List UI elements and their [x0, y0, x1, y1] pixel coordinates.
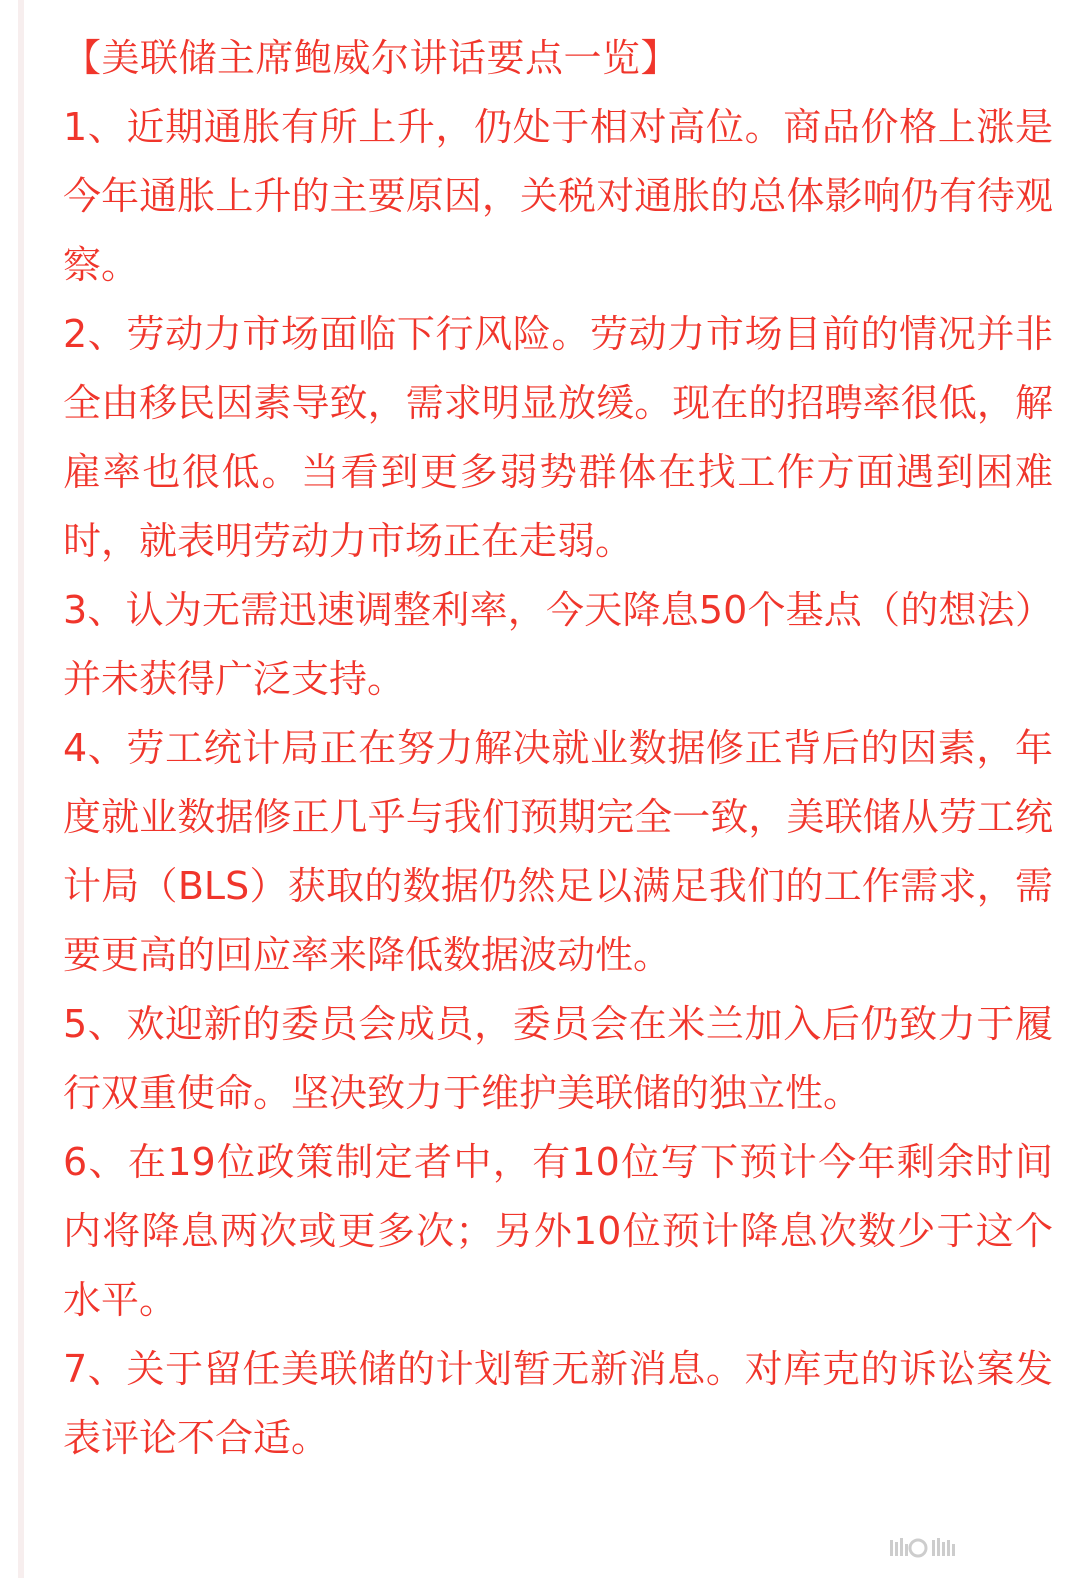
- document-title: 【美联储主席鲍威尔讲话要点一览】: [63, 36, 680, 80]
- watermark-logo-icon: [888, 1536, 960, 1560]
- watermark: [888, 1532, 1058, 1564]
- document-body: [63, 24, 1053, 1473]
- point-6: 6、在19位政策制定者中，有10位写下预计今年剩余时间内将降息两次或更多次；另外10位预计降息次数少于这个水平。: [63, 1140, 1053, 1322]
- point-5: 5、欢迎新的委员会成员，委员会在米兰加入后仍致力于履行双重使命。坚决致力于维护美联储的独立性。: [63, 1002, 1053, 1115]
- point-2: 2、劳动力市场面临下行风险。劳动力市场目前的情况并非全由移民因素导致，需求明显放缓。现在的招聘率很低，解雇率也很低。当看到更多弱势群体在找工作方面遇到困难时，就表明劳动力市场正在走弱。: [63, 312, 1053, 563]
- point-4: 4、劳工统计局正在努力解决就业数据修正背后的因素，年度就业数据修正几乎与我们预期完全一致，美联储从劳工统计局（BLS）获取的数据仍然足以满足我们的工作需求，需要更高的回应率来降低数据波动性。: [63, 726, 1053, 977]
- point-1: 1、近期通胀有所上升，仍处于相对高位。商品价格上涨是今年通胀上升的主要原因，关税对通胀的总体影响仍有待观察。: [63, 105, 1053, 287]
- point-7: 7、关于留任美联储的计划暂无新消息。对库克的诉讼案发表评论不合适。: [63, 1347, 1053, 1460]
- point-3: 3、认为无需迅速调整利率，今天降息50个基点（的想法）并未获得广泛支持。: [63, 588, 1053, 701]
- left-margin-rule: [18, 0, 24, 1578]
